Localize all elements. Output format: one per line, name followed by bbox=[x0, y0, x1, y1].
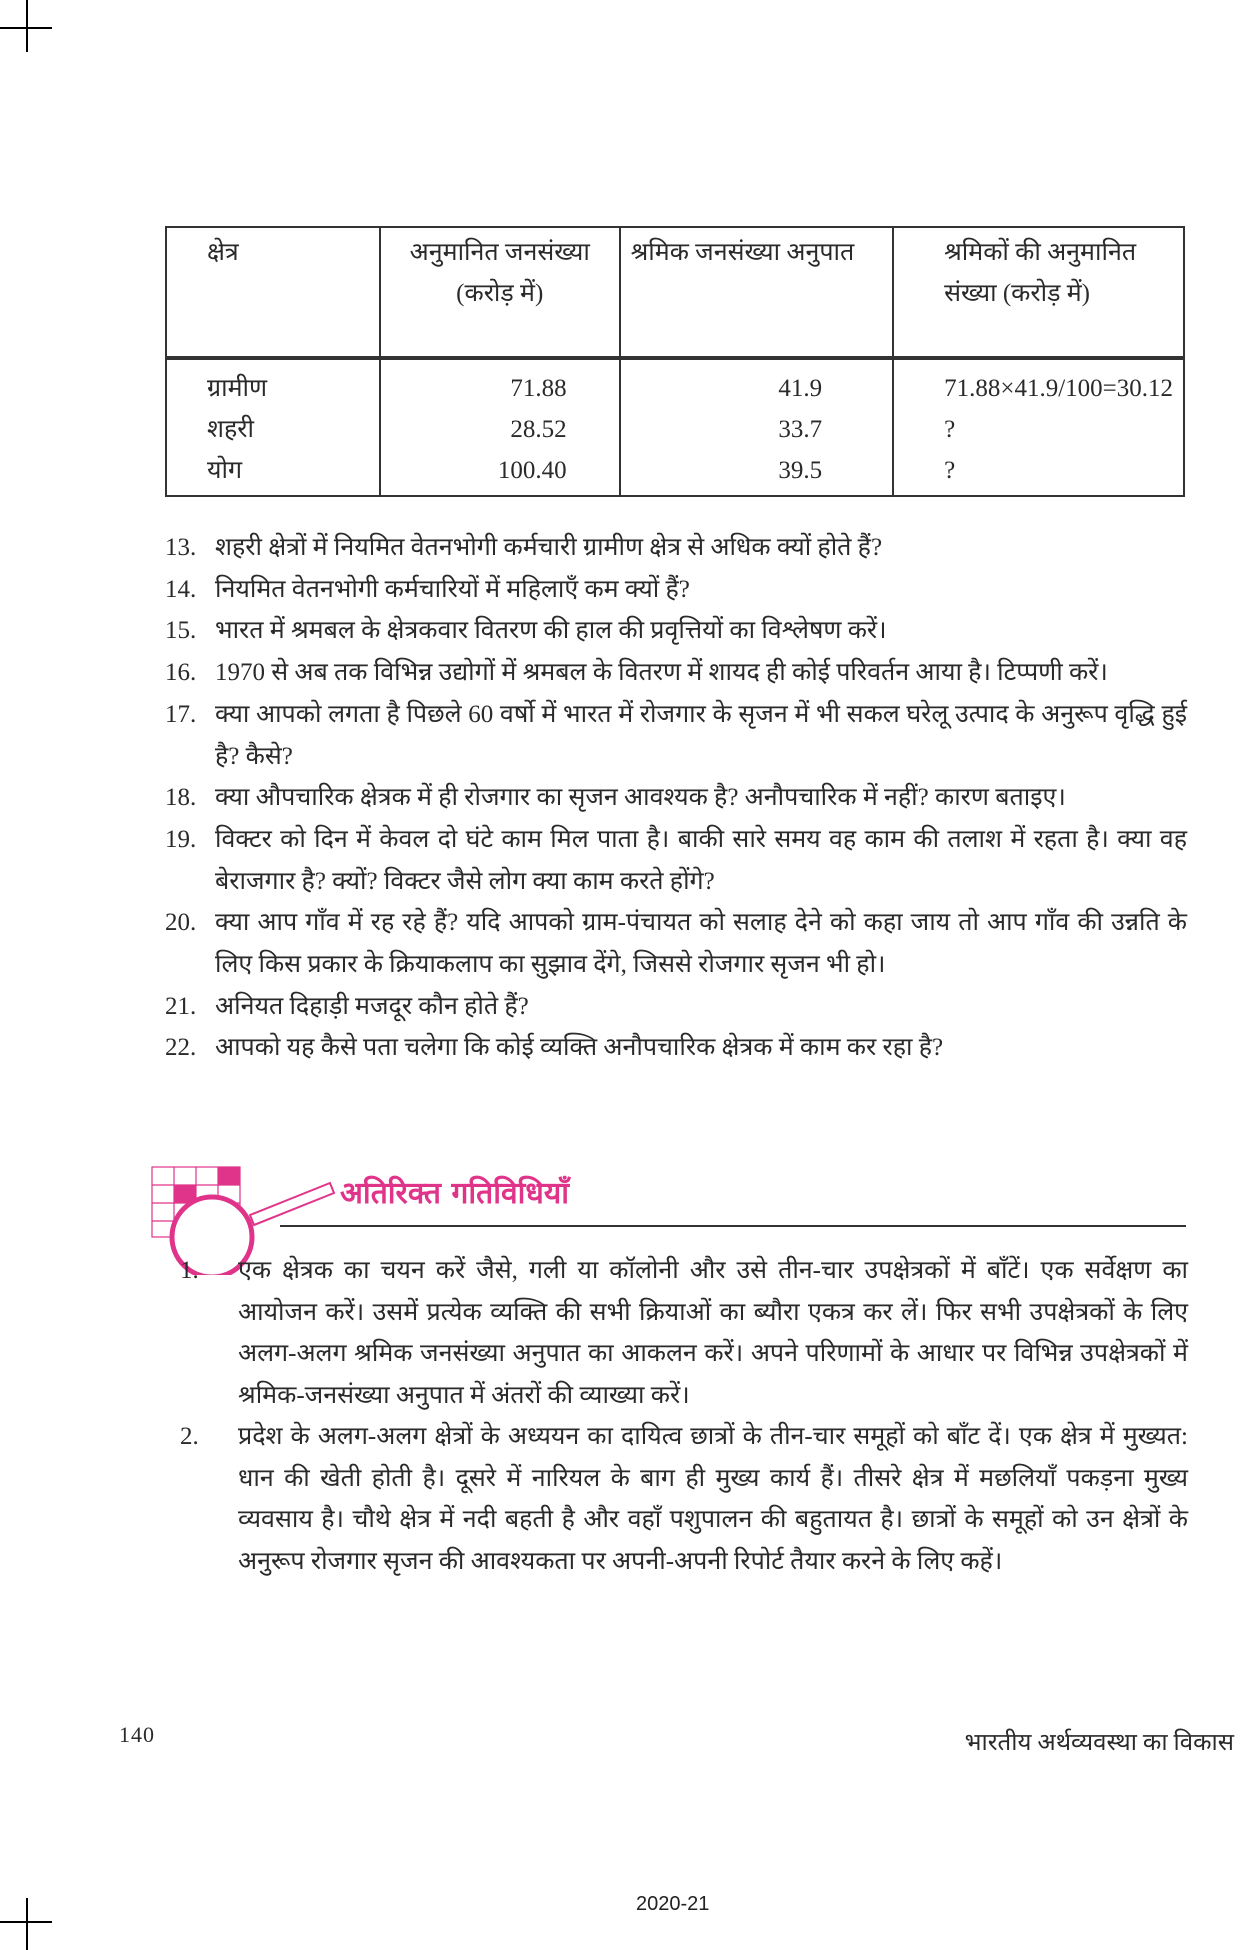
item-number: 18. bbox=[165, 784, 197, 812]
item-text: एक क्षेत्रक का चयन करें जैसे, गली या कॉलोनी और उसे तीन-चार उपक्षेत्रकों में बाँटें। एक सर्वेक्षण का आयोजन करें। उसमें प्रत्येक व्यक्ति की सभी क्रियाओं का ब्यौरा एकत्र कर लें। फिर सभी उपक्षेत्रकों के लिए अलग-अलग श्रमिक जनसंख्या अनुपात का आकलन करें। अपने परिणामों के आधार पर विभिन्न उपक्षेत्रकों में श्रमिक-जनसंख्या अनुपात में अंतरों की व्याख्या करें। bbox=[238, 1257, 1188, 1409]
header-cell: अनुमानित जनसंख्या (करोड़ में) bbox=[380, 227, 620, 358]
item-number: 22. bbox=[165, 1034, 197, 1062]
item-number: 15. bbox=[165, 617, 197, 645]
item-text: 1970 से अब तक विभिन्न उद्योगों में श्रमबल के वितरण में शायद ही कोई परिवर्तन आया है। टिप्पणी करें। bbox=[215, 659, 1108, 687]
item-number: 14. bbox=[165, 575, 197, 603]
region-rural: ग्रामीण bbox=[207, 375, 268, 402]
list-item bbox=[165, 902, 1187, 985]
page-number: 140 bbox=[119, 1722, 155, 1747]
crop-mark bbox=[26, 0, 28, 52]
item-number: 21. bbox=[165, 992, 197, 1020]
header-cell: क्षेत्र bbox=[166, 227, 380, 358]
item-number: 16. bbox=[165, 659, 197, 687]
activities-title: अतिरिक्त गतिविधियाँ bbox=[340, 1176, 570, 1211]
value: 33.7 bbox=[778, 416, 823, 443]
header-cell: श्रमिक जनसंख्या अनुपात bbox=[620, 227, 893, 358]
region-urban: शहरी bbox=[207, 416, 254, 443]
list-item bbox=[165, 694, 1187, 777]
population-cell bbox=[380, 358, 620, 496]
edition-year: 2020-21 bbox=[636, 1893, 710, 1915]
item-text: अनियत दिहाड़ी मजदूर कौन होते हैं? bbox=[215, 992, 529, 1020]
list-item bbox=[165, 527, 1187, 569]
book-title: भारतीय अर्थव्यवस्था का विकास bbox=[964, 1730, 1234, 1756]
ratio-cell bbox=[620, 358, 893, 496]
region-cell bbox=[166, 358, 380, 496]
region-total: योग bbox=[207, 457, 243, 484]
value: 71.88×41.9/100=30.12 bbox=[944, 375, 1173, 402]
list-item bbox=[165, 986, 1187, 1028]
table-header-row bbox=[166, 227, 1184, 358]
crop-mark bbox=[26, 1898, 28, 1950]
value: 71.88 bbox=[510, 375, 567, 402]
worker-population-table bbox=[165, 226, 1185, 497]
item-text: भारत में श्रमबल के क्षेत्रकवार वितरण की हाल की प्रवृत्तियों का विश्लेषण करें। bbox=[215, 617, 887, 645]
value: ? bbox=[944, 457, 956, 484]
item-number: 2. bbox=[180, 1423, 199, 1450]
item-number: 17. bbox=[165, 700, 197, 728]
list-item bbox=[180, 1416, 1188, 1582]
item-number: 1. bbox=[180, 1257, 199, 1284]
item-text: विक्टर को दिन में केवल दो घंटे काम मिल पाता है। बाकी सारे समय वह काम की तलाश में रहता है। क्या वह बेराजगार है? क्यों? विक्टर जैसे लोग क्या काम करते होंगे? bbox=[215, 825, 1187, 895]
list-item bbox=[165, 777, 1187, 819]
item-number: 20. bbox=[165, 909, 197, 937]
item-text: आपको यह कैसे पता चलेगा कि कोई व्यक्ति अनौपचारिक क्षेत्रक में काम कर रहा है? bbox=[215, 1034, 944, 1062]
item-number: 13. bbox=[165, 534, 197, 561]
value: ? bbox=[944, 416, 956, 443]
workers-cell bbox=[893, 358, 1184, 496]
list-item bbox=[180, 1250, 1188, 1416]
item-text: प्रदेश के अलग-अलग क्षेत्रों के अध्ययन का दायित्व छात्रों के तीन-चार समूहों को बाँट दें। एक क्षेत्र में मुख्यत: धान की खेती होती है। दूसरे में नारियल के बाग ही मुख्य कार्य हैं। तीसरे क्षेत्र में मछलियाँ पकड़ना मुख्य व्यवसाय है। चौथे क्षेत्र में नदी बहती है और वहाँ पशुपालन की बहुतायत है। छात्रों के समूहों को उन क्षेत्रों के अनुरूप रोजगार सृजन की आवश्यकता पर अपनी-अपनी रिपोर्ट तैयार करने के लिए कहें। bbox=[238, 1423, 1189, 1575]
value: 41.9 bbox=[778, 375, 823, 402]
item-text: क्या आपको लगता है पिछले 60 वर्षो में भारत में रोजगार के सृजन में भी सकल घरेलू उत्पाद के अनुरूप वृद्धि हुई है? कैसे? bbox=[215, 700, 1187, 770]
value: 100.40 bbox=[497, 457, 567, 484]
activities-header bbox=[150, 1165, 1186, 1235]
list-item bbox=[165, 1027, 1187, 1069]
activity-list bbox=[180, 1250, 1188, 1582]
item-text: क्या औपचारिक क्षेत्रक में ही रोजगार का सृजन आवश्यक है? अनौपचारिक में नहीं? कारण बताइए। bbox=[215, 784, 1066, 812]
divider bbox=[280, 1225, 1186, 1227]
list-item bbox=[165, 652, 1187, 694]
value: 39.5 bbox=[778, 457, 823, 484]
item-text: नियमित वेतनभोगी कर्मचारियों में महिलाएँ कम क्यों हैं? bbox=[215, 575, 690, 603]
list-item bbox=[165, 610, 1187, 652]
item-number: 19. bbox=[165, 825, 197, 853]
table-body-row bbox=[166, 358, 1184, 496]
item-text: क्या आप गाँव में रह रहे हैं? यदि आपको ग्राम-पंचायत को सलाह देने को कहा जाय तो आप गाँव की उन्नति के लिए किस प्रकार के क्रियाकलाप का सुझाव देंगे, जिससे रोजगार सृजन भी हो। bbox=[215, 909, 1187, 979]
item-text: शहरी क्षेत्रों में नियमित वेतनभोगी कर्मचारी ग्रामीण क्षेत्र से अधिक क्यों होते हैं? bbox=[215, 534, 883, 561]
list-item bbox=[165, 569, 1187, 611]
value: 28.52 bbox=[510, 416, 567, 443]
header-cell: श्रमिकों की अनुमानित संख्या (करोड़ में) bbox=[893, 227, 1184, 358]
question-list bbox=[165, 527, 1187, 1069]
list-item bbox=[165, 819, 1187, 902]
